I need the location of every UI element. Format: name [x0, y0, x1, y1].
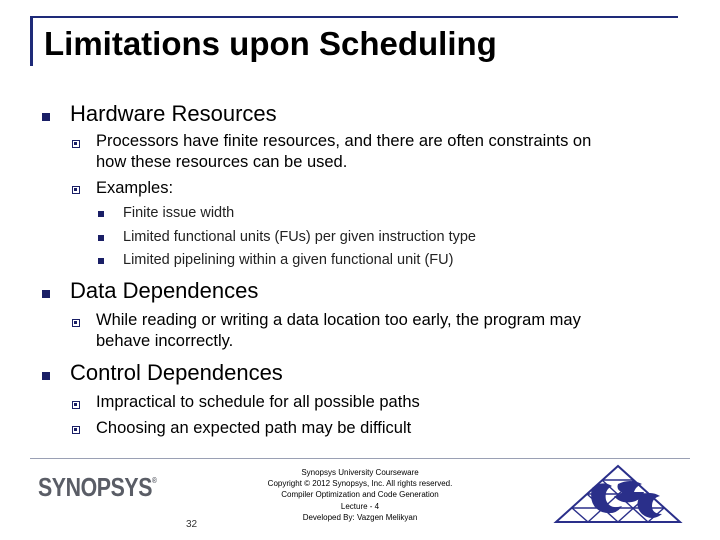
slide-title: Limitations upon Scheduling — [44, 25, 497, 62]
footer-divider — [30, 458, 690, 459]
synopsys-logo: SYNOPSYS® — [38, 472, 157, 502]
section-heading-hardware: Hardware Resources — [70, 101, 277, 126]
small-bullet-icon — [98, 235, 104, 241]
point-line: Impractical to schedule for all possible paths — [96, 393, 420, 411]
title-frame-top — [30, 16, 678, 18]
hollow-bullet-icon — [72, 186, 80, 194]
point-line: While reading or writing a data location too early, the program may — [96, 311, 581, 329]
point-line: behave incorrectly. — [96, 332, 234, 350]
title-frame-left — [30, 16, 33, 66]
point-line: Choosing an expected path may be difficult — [96, 419, 412, 437]
footer-line: Synopsys University Courseware — [301, 468, 419, 477]
bullet-square-icon — [42, 113, 50, 121]
subpoint: Limited pipelining within a given functional unit (FU) — [123, 252, 454, 268]
university-emblem-icon — [552, 462, 684, 526]
section-heading-control: Control Dependences — [70, 360, 283, 385]
small-bullet-icon — [98, 258, 104, 264]
small-bullet-icon — [98, 211, 104, 217]
point-line: how these resources can be used. — [96, 153, 348, 171]
section-heading-data: Data Dependences — [70, 278, 259, 303]
footer-line: Copyright © 2012 Synopsys, Inc. All rights reserved. — [267, 479, 453, 489]
bullet-square-icon — [42, 290, 50, 298]
footer-credits — [230, 467, 490, 523]
point-line: Processors have finite resources, and there are often constraints on — [96, 132, 592, 150]
page-number: 32 — [186, 519, 198, 530]
subpoint: Limited functional units (FUs) per given instruction type — [123, 229, 476, 245]
bullet-square-icon — [42, 372, 50, 380]
hollow-bullet-icon — [72, 319, 80, 327]
hollow-bullet-icon — [72, 426, 80, 434]
footer-line: Compiler Optimization and Code Generation — [281, 490, 439, 500]
subpoint: Finite issue width — [123, 205, 235, 221]
point-line: Examples: — [96, 179, 174, 197]
footer-line: Developed By: Vazgen Melikyan — [302, 512, 418, 522]
hollow-bullet-icon — [72, 401, 80, 409]
hollow-bullet-icon — [72, 140, 80, 148]
footer-line: Lecture - 4 — [340, 501, 380, 511]
